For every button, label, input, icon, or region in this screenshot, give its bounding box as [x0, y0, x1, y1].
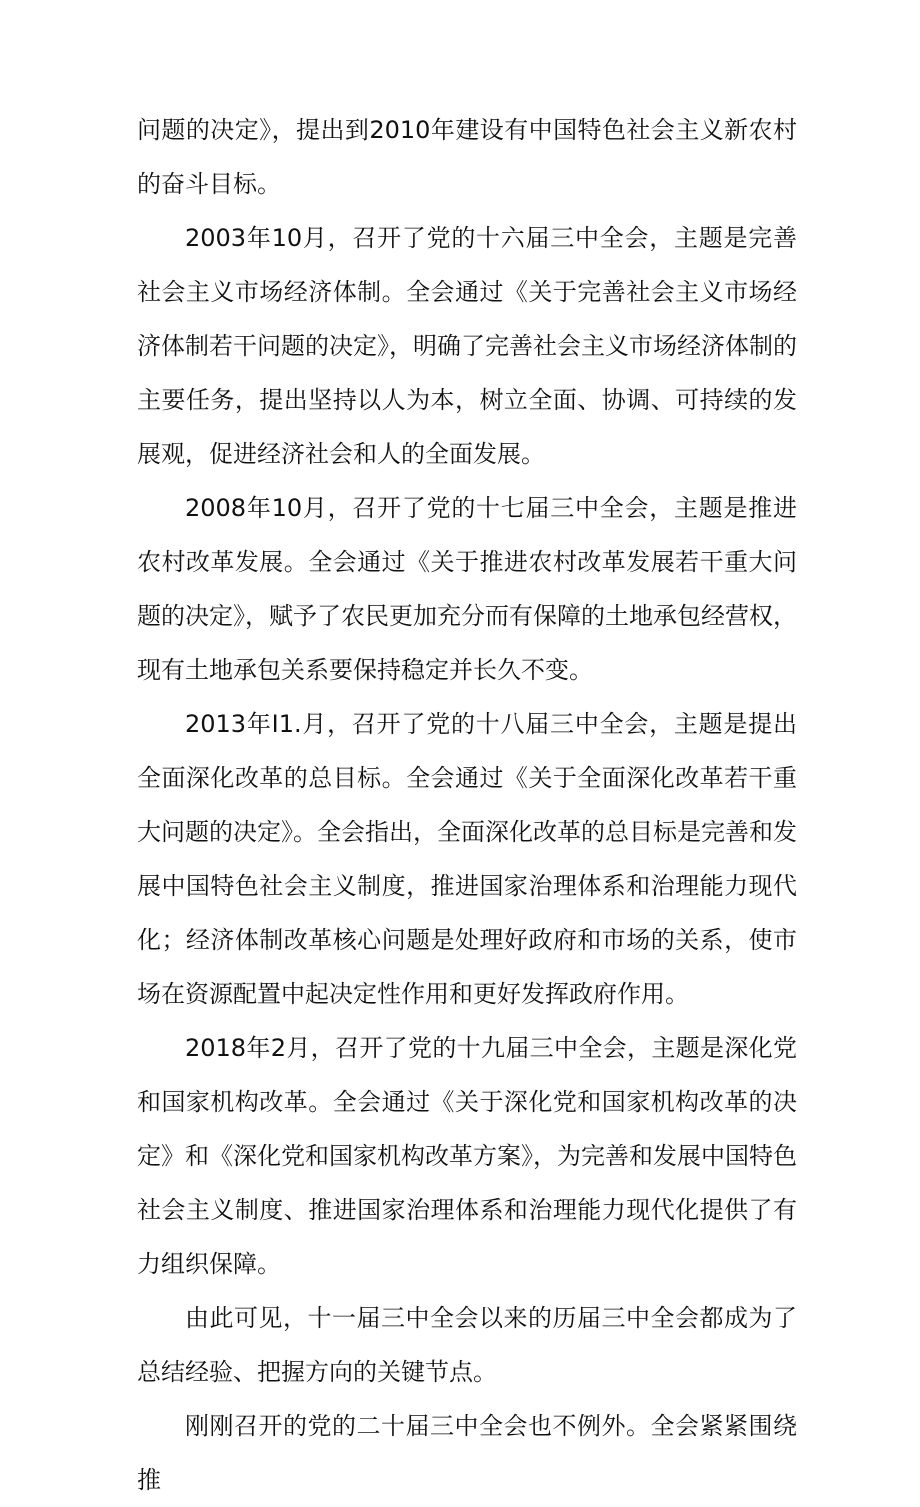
- paragraph-twentieth-plenum: 刚刚召开的党的二十届三中全会也不例外。全会紧紧围绕推: [137, 1412, 797, 1494]
- paragraph-continuation: 问题的决定》，提出到2010年建设有中国特色社会主义新农村的奋斗目标。: [137, 116, 797, 198]
- paragraph-2018-plenum: 2018年2月，召开了党的十九届三中全会，主题是深化党和国家机构改革。全会通过《关于深化党和国家机构改革的决定》和《深化党和国家机构改革方案》，为完善和发展中国特色社会主义制度、推进国家治理体系和治理能力现代化提供了有力组织保障。: [137, 1034, 797, 1278]
- paragraph-summary: 由此可见，十一届三中全会以来的历届三中全会都成为了总结经验、把握方向的关键节点。: [137, 1304, 797, 1386]
- paragraph-2008-plenum: 2008年10月，召开了党的十七届三中全会，主题是推进农村改革发展。全会通过《关于推进农村改革发展若干重大问题的决定》，赋予了农民更加充分而有保障的土地承包经营权，现有土地承包关系要保持稳定并长久不变。: [137, 494, 797, 684]
- paragraph-2013-plenum: 2013年I1.月，召开了党的十八届三中全会，主题是提出全面深化改革的总目标。全会通过《关于全面深化改革若干重大问题的决定》。全会指出，全面深化改革的总目标是完善和发展中国特色社会主义制度，推进国家治理体系和治理能力现代化；经济体制改革核心问题是处理好政府和市场的关系，使市场在资源配置中起决定性作用和更好发挥政府作用。: [137, 710, 797, 1008]
- paragraph-2003-plenum: 2003年10月，召开了党的十六届三中全会，主题是完善社会主义市场经济体制。全会通过《关于完善社会主义市场经济体制若干问题的决定》，明确了完善社会主义市场经济体制的主要任务，提出坚持以人为本，树立全面、协调、可持续的发展观，促进经济社会和人的全面发展。: [137, 224, 797, 468]
- document-body: [137, 103, 797, 1507]
